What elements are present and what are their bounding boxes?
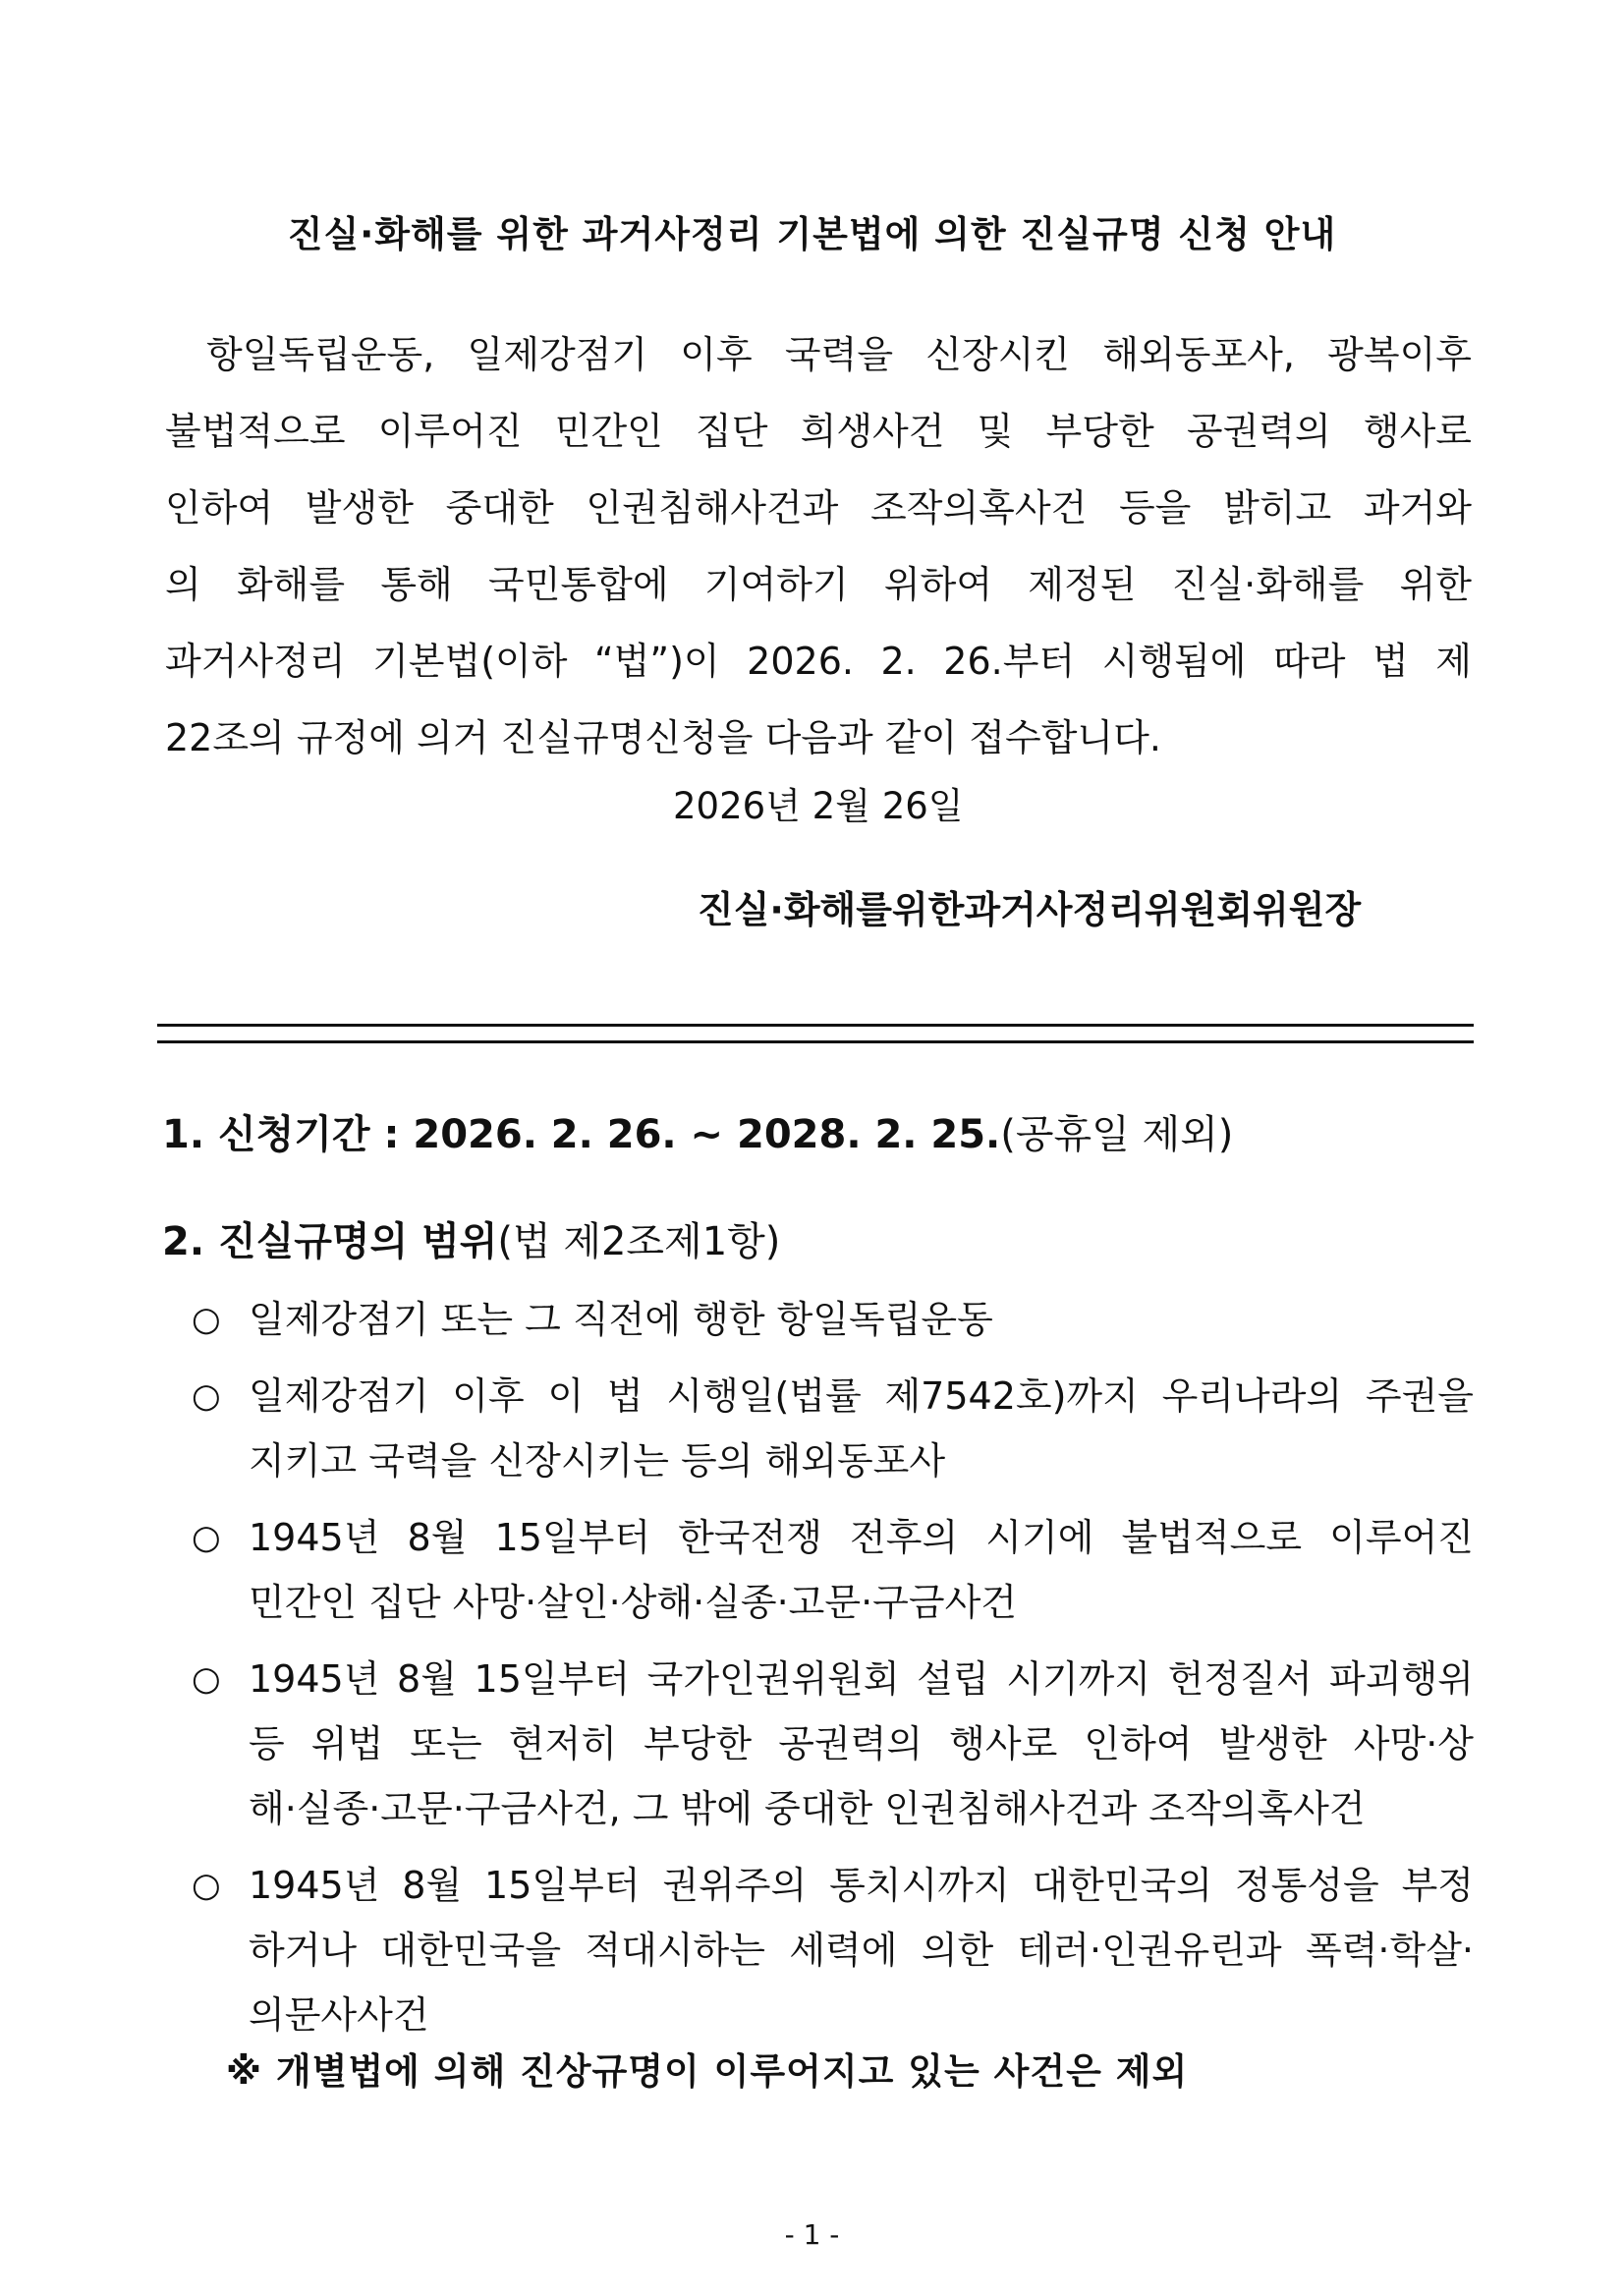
circle-bullet-icon: ○ bbox=[192, 1866, 221, 1905]
notice-date: 2026년 2월 26일 bbox=[673, 785, 964, 827]
document-title: 진실·화해를 위한 과거사정리 기본법에 의한 진실규명 신청 안내 bbox=[287, 213, 1337, 255]
list-item-line: 민간인 집단 사망·살인·상해·실종·고문·구금사건 bbox=[249, 1581, 1018, 1624]
section-2-note: (법 제2조제1항) bbox=[497, 1219, 781, 1264]
list-item-line: 등 위법 또는 현저히 부당한 공권력의 행사로 인하여 발생한 사망·상 bbox=[249, 1722, 1474, 1765]
circle-bullet-icon: ○ bbox=[192, 1659, 221, 1699]
list-item-line: 해·실종·고문·구금사건, 그 밖에 중대한 인권침해사건과 조작의혹사건 bbox=[249, 1787, 1366, 1830]
list-item bbox=[192, 1853, 1474, 2047]
intro-line: 인하여 발생한 중대한 인권침해사건과 조작의혹사건 등을 밝히고 과거와 bbox=[165, 486, 1472, 530]
section-1-title: 1. 신청기간 : 2026. 2. 26. ~ 2028. 2. 25. bbox=[162, 1112, 1001, 1157]
circle-bullet-icon: ○ bbox=[192, 1300, 221, 1339]
list-item bbox=[192, 1364, 1474, 1493]
intro-line: 의 화해를 통해 국민통합에 기여하기 위하여 제정된 진실·화해를 위한 bbox=[165, 563, 1472, 606]
list-item bbox=[192, 1287, 1474, 1352]
intro-line: 불법적으로 이루어진 민간인 집단 희생사건 및 부당한 공권력의 행사로 bbox=[165, 410, 1472, 453]
double-line-separator bbox=[157, 1024, 1474, 1043]
exclusion-note: ※ 개별법에 의해 진상규명이 이루어지고 있는 사건은 제외 bbox=[226, 2050, 1189, 2093]
list-item bbox=[192, 1647, 1474, 1841]
intro-paragraph bbox=[165, 316, 1472, 776]
intro-line: 과거사정리 기본법(이하 “법”)이 2026. 2. 26.부터 시행됨에 따라 법 제 bbox=[165, 640, 1472, 683]
list-item-line: 1945년 8월 15일부터 국가인권위원회 설립 시기까지 헌정질서 파괴행위 bbox=[249, 1657, 1474, 1701]
list-item-line: 지키고 국력을 신장시키는 등의 해외동포사 bbox=[249, 1439, 946, 1483]
page-number: - 1 - bbox=[784, 2218, 840, 2251]
list-item-line: 의문사사건 bbox=[249, 1993, 429, 2037]
section-2-title: 2. 진실규명의 범위 bbox=[162, 1219, 498, 1264]
section-1-heading bbox=[162, 1103, 1233, 1159]
circle-bullet-icon: ○ bbox=[192, 1518, 221, 1557]
list-item-line: 1945년 8월 15일부터 한국전쟁 전후의 시기에 불법적으로 이루어진 bbox=[249, 1516, 1474, 1559]
list-item-line: 하거나 대한민국을 적대시하는 세력에 의한 테러·인권유린과 폭력·학살· bbox=[249, 1929, 1474, 1972]
scope-list bbox=[192, 1287, 1474, 2059]
list-item-line: 일제강점기 또는 그 직전에 행한 항일독립운동 bbox=[249, 1298, 993, 1341]
section-2-heading bbox=[162, 1210, 780, 1266]
list-item bbox=[192, 1505, 1474, 1635]
intro-line: 22조의 규정에 의거 진실규명신청을 다음과 같이 접수합니다. bbox=[165, 716, 1161, 759]
circle-bullet-icon: ○ bbox=[192, 1376, 221, 1416]
signer-name: 진실·화해를위한과거사정리위원회위원장 bbox=[698, 888, 1362, 931]
list-item-line: 1945년 8월 15일부터 권위주의 통치시까지 대한민국의 정통성을 부정 bbox=[249, 1864, 1474, 1907]
intro-line: 항일독립운동, 일제강점기 이후 국력을 신장시킨 해외동포사, 광복이후 bbox=[206, 333, 1472, 376]
section-1-note: (공휴일 제외) bbox=[1000, 1112, 1234, 1157]
list-item-line: 일제강점기 이후 이 법 시행일(법률 제7542호)까지 우리나라의 주권을 bbox=[249, 1374, 1474, 1418]
